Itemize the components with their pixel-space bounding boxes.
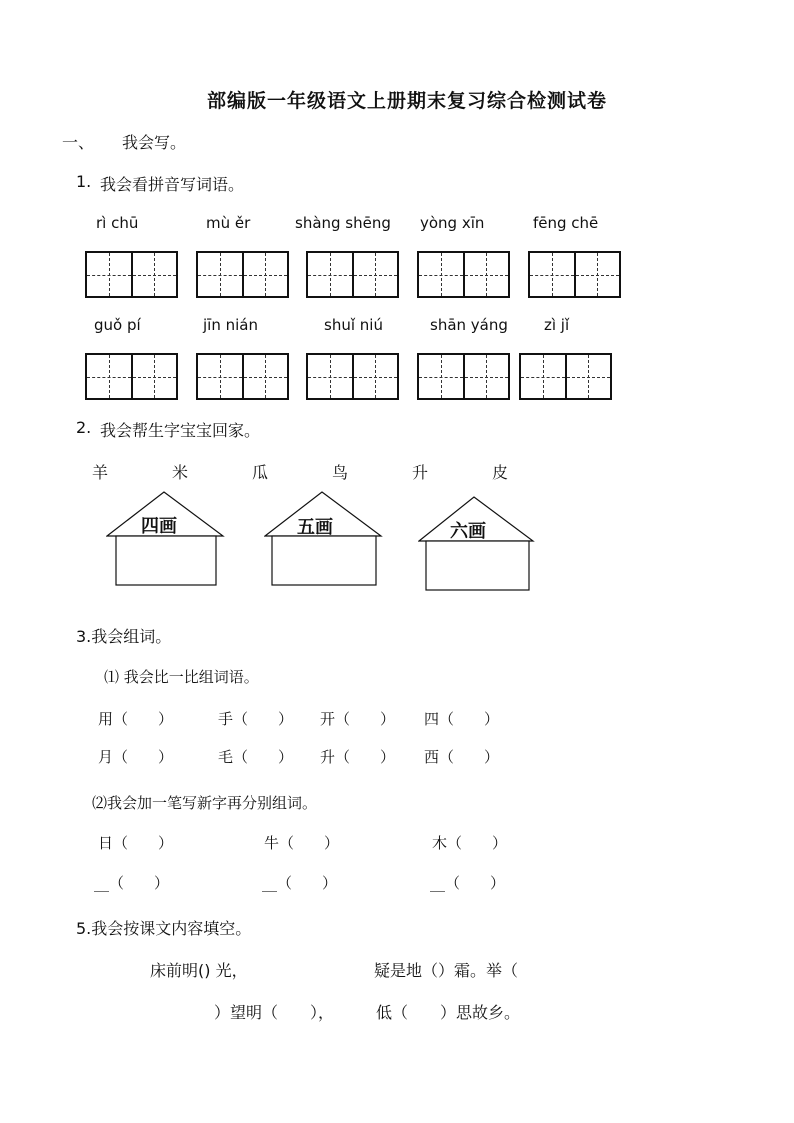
word-blank[interactable]: 木（ ） — [432, 834, 508, 852]
house-label-six: 六画 — [450, 521, 486, 542]
house-label-five: 五画 — [297, 517, 333, 538]
section-1-number: 一、 — [62, 133, 95, 152]
writing-grid[interactable] — [528, 251, 621, 298]
char-card[interactable]: 皮 — [492, 463, 509, 482]
word-blank[interactable]: 月（ ） — [98, 748, 174, 766]
poem-line-2a[interactable]: ）望明（ ）， — [214, 1003, 335, 1022]
house-outline — [264, 490, 384, 588]
question-2-text: 我会帮生字宝宝回家。 — [100, 421, 261, 440]
word-blank[interactable]: 日（ ） — [98, 834, 174, 852]
word-blank[interactable]: 升（ ） — [320, 748, 396, 766]
word-blank[interactable]: __（ ） — [430, 874, 506, 892]
char-card[interactable]: 瓜 — [252, 463, 269, 482]
poem-line-1b[interactable]: 疑是地（）霜。举（ — [374, 961, 519, 980]
pinyin-label: jīn nián — [203, 316, 258, 334]
question-1-number: 1. — [76, 172, 92, 191]
word-blank[interactable]: 开（ ） — [320, 710, 396, 728]
writing-grid[interactable] — [85, 251, 178, 298]
house-six-strokes[interactable] — [418, 495, 538, 593]
pinyin-label: mù ěr — [206, 214, 251, 232]
writing-grid[interactable] — [519, 353, 612, 400]
page-title: 部编版一年级语文上册期末复习综合检测试卷 — [206, 90, 607, 112]
word-blank[interactable]: __（ ） — [94, 874, 170, 892]
word-blank[interactable]: 四（ ） — [424, 710, 500, 728]
writing-grid[interactable] — [417, 353, 510, 400]
pinyin-label: shān yáng — [430, 316, 508, 334]
question-3-sub-2: ⑵我会加一笔写新字再分别组词。 — [92, 794, 318, 812]
word-blank[interactable]: 毛（ ） — [218, 748, 294, 766]
pinyin-label: rì chū — [96, 214, 139, 232]
writing-grid[interactable] — [196, 251, 289, 298]
poem-line-2b[interactable]: 低（ ）思故乡。 — [376, 1003, 521, 1022]
pinyin-label: shuǐ niú — [324, 316, 383, 334]
poem-line-1a[interactable]: 床前明() 光， — [150, 961, 248, 980]
house-label-four: 四画 — [141, 516, 177, 537]
word-blank[interactable]: __（ ） — [262, 874, 338, 892]
word-blank[interactable]: 牛（ ） — [264, 834, 340, 852]
house-five-strokes[interactable] — [264, 490, 384, 588]
writing-grid[interactable] — [417, 251, 510, 298]
writing-grid[interactable] — [306, 251, 399, 298]
writing-grid[interactable] — [306, 353, 399, 400]
question-5-title: 5.我会按课文内容填空。 — [76, 919, 252, 938]
char-card[interactable]: 鸟 — [332, 463, 349, 482]
pinyin-label: zì jǐ — [544, 316, 570, 334]
word-blank[interactable]: 西（ ） — [424, 748, 500, 766]
pinyin-label: guǒ pí — [94, 316, 141, 334]
question-1-text: 我会看拼音写词语。 — [100, 175, 245, 194]
word-blank[interactable]: 手（ ） — [218, 710, 294, 728]
section-1-title: 我会写。 — [122, 133, 187, 152]
char-card[interactable]: 羊 — [92, 463, 109, 482]
pinyin-label: fēng chē — [533, 214, 599, 232]
question-2-number: 2. — [76, 418, 92, 437]
char-card[interactable]: 米 — [172, 463, 189, 482]
question-3-title: 3.我会组词。 — [76, 627, 172, 646]
house-four-strokes[interactable] — [106, 490, 226, 588]
question-3-sub-1: ⑴ 我会比一比组词语。 — [104, 668, 259, 686]
house-outline — [106, 490, 226, 588]
pinyin-label: shàng shēng — [295, 214, 391, 232]
writing-grid[interactable] — [196, 353, 289, 400]
writing-grid[interactable] — [85, 353, 178, 400]
word-blank[interactable]: 用（ ） — [98, 710, 174, 728]
char-card[interactable]: 升 — [412, 463, 429, 482]
pinyin-label: yòng xīn — [420, 214, 485, 232]
house-outline — [418, 495, 538, 593]
